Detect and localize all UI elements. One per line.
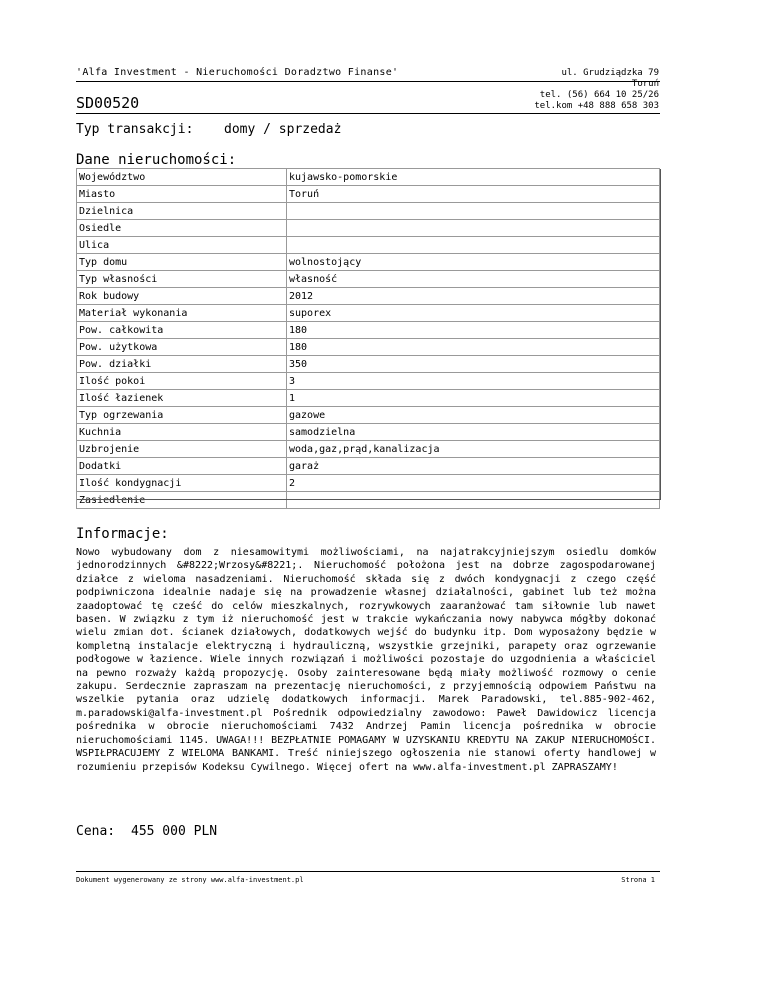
property-value <box>287 220 660 237</box>
table-row <box>77 186 660 203</box>
property-label: Województwo <box>77 169 287 186</box>
property-value: suporex <box>287 305 660 322</box>
property-label: Kuchnia <box>77 424 287 441</box>
table-row <box>77 271 660 288</box>
company-address <box>534 68 659 112</box>
address-line-mobile: tel.kom +48 888 658 303 <box>534 101 659 111</box>
property-label: Zasiedlenie <box>77 492 287 509</box>
property-value: garaż <box>287 458 660 475</box>
property-label: Typ ogrzewania <box>77 407 287 424</box>
table-row <box>77 237 660 254</box>
info-section-title: Informacje: <box>76 526 169 542</box>
address-line-street: ul. Grudziądzka 79 <box>561 68 659 78</box>
property-value: 350 <box>287 356 660 373</box>
property-label: Ilość pokoi <box>77 373 287 390</box>
info-text: Nowo wybudowany dom z niesamowitymi możliwościami, na najatrakcyjniejszym osiedlu domków jednorodzinnych &#8222;Wrzosy&#8221;. Nieruchomość położona jest na dobrze zagospodarowanej działce z wieloma nasadzeniami. Nieruchomość składa się z dwóch kondygnacji z czego część podpiwniczona idealnie nadaje się na prowadzenie własnej działalności, gabinet lub też można zaadoptować tę cześć do celów mieszkalnych, rozrywkowych zaaranżować tam siłownie lub nawet basen. W związku z tym iż nieruchomość jest w trakcie wykańczania nowy nabywca mógłby dokonać wielu zmian dot. ścianek działowych, dodatkowych wejść do budynku itp. Dom wyposażony będzie w kompletną instalacje elektryczną i hydrauliczną, wszystkie grzejniki, parapety oraz ogrzewanie podłogowe w łazience. Wiele innych rozwiązań i możliwości pozostaje do uzgodnienia a właściciel na pewno rozważy każdą propozycję. Osoby zainteresowane będą miały możliwość rozmowy o cenie zakupu. Serdecznie zapraszam na prezentację nieruchomości, z przyjemnością odpowiem Państwu na wszelkie pytania oraz udzielę dodatkowych informacji. Marek Paradowski, tel.885-902-462, m.paradowski@alfa-investment.pl Pośrednik odpowiedzialny zawodowo: Paweł Dawidowicz licencja pośrednika w obrocie nieruchomościami 7432 Andrzej Pamin licencja pośrednika w obrocie nieruchomościami 1145. UWAGA!!! BEZPŁATNIE POMAGAMY W UZYSKANIU KREDYTU NA ZAKUP NIERUCHOMOŚCI. WSPIŁPRACUJEMY Z WIELOMA BANKAMI. Treść niniejszego ogłoszenia nie stanowi oferty handlowej w rozumieniu przepisów Kodeksu Cywilnego. Więcej ofert na www.alfa-investment.pl ZAPRASZAMY! <box>76 547 656 773</box>
price-value: 455 000 PLN <box>131 824 218 839</box>
property-label: Osiedle <box>77 220 287 237</box>
property-value: woda,gaz,prąd,kanalizacja <box>287 441 660 458</box>
property-value: 180 <box>287 339 660 356</box>
code-divider <box>76 113 660 114</box>
table-row <box>77 339 660 356</box>
property-label: Ulica <box>77 237 287 254</box>
table-row <box>77 254 660 271</box>
table-row <box>77 356 660 373</box>
property-section-title: Dane nieruchomości: <box>76 152 237 168</box>
company-name: 'Alfa Investment - Nieruchomości Doradztwo Finanse' <box>76 67 399 78</box>
table-row <box>77 458 660 475</box>
property-value: 3 <box>287 373 660 390</box>
footer-page-number: Strona 1 <box>621 876 655 884</box>
property-value: 1 <box>287 390 660 407</box>
table-row <box>77 441 660 458</box>
table-row <box>77 305 660 322</box>
table-row <box>77 373 660 390</box>
property-value <box>287 237 660 254</box>
table-row <box>77 169 660 186</box>
property-label: Rok budowy <box>77 288 287 305</box>
footer-divider <box>76 871 660 872</box>
table-row <box>77 424 660 441</box>
property-label: Materiał wykonania <box>77 305 287 322</box>
table-row <box>77 492 660 509</box>
table-row <box>77 407 660 424</box>
table-row <box>77 475 660 492</box>
property-table <box>76 168 660 509</box>
transaction-label: Typ transakcji: <box>76 122 194 137</box>
table-row <box>77 288 660 305</box>
property-value <box>287 203 660 220</box>
table-row <box>77 203 660 220</box>
table-row <box>77 390 660 407</box>
property-value: własność <box>287 271 660 288</box>
property-label: Dodatki <box>77 458 287 475</box>
price-label: Cena: <box>76 824 116 839</box>
property-label: Miasto <box>77 186 287 203</box>
property-label: Pow. użytkowa <box>77 339 287 356</box>
property-label: Uzbrojenie <box>77 441 287 458</box>
property-value: 180 <box>287 322 660 339</box>
footer-source: Dokument wygenerowany ze strony www.alfa-investment.pl <box>76 876 304 884</box>
property-label: Ilość kondygnacji <box>77 475 287 492</box>
property-value: Toruń <box>287 186 660 203</box>
transaction-value: domy / sprzedaż <box>224 122 342 137</box>
address-line-city: Toruń <box>631 79 659 89</box>
property-value: wolnostojący <box>287 254 660 271</box>
table-row <box>77 322 660 339</box>
address-line-phone: tel. (56) 664 10 25/26 <box>539 90 659 100</box>
property-value: samodzielna <box>287 424 660 441</box>
property-label: Pow. działki <box>77 356 287 373</box>
property-label: Dzielnica <box>77 203 287 220</box>
property-value: kujawsko-pomorskie <box>287 169 660 186</box>
property-value: 2 <box>287 475 660 492</box>
property-value: 2012 <box>287 288 660 305</box>
property-label: Ilość łazienek <box>77 390 287 407</box>
property-value: gazowe <box>287 407 660 424</box>
listing-code: SD00520 <box>76 94 140 112</box>
property-label: Typ domu <box>77 254 287 271</box>
property-value <box>287 492 660 509</box>
table-row <box>77 220 660 237</box>
property-label: Pow. całkowita <box>77 322 287 339</box>
property-label: Typ własności <box>77 271 287 288</box>
